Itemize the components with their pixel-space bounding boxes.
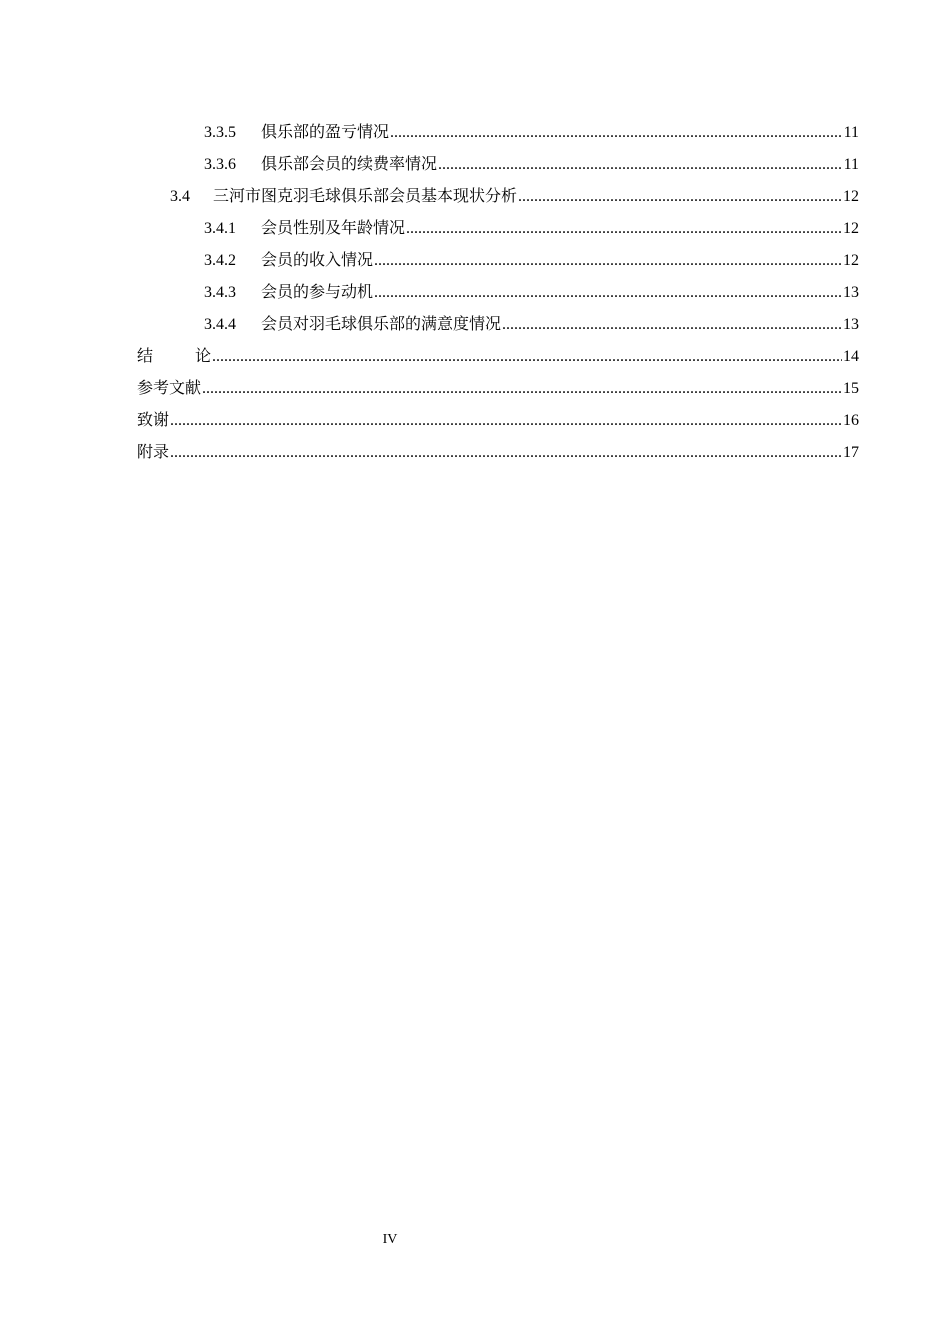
toc-leader-dots (406, 217, 842, 241)
toc-entry-page: 12 (843, 188, 859, 205)
toc-leader-dots (212, 345, 842, 369)
toc-entry[interactable] (204, 312, 859, 336)
toc-entry-references[interactable] (137, 376, 859, 400)
toc-entry-page: 12 (843, 220, 859, 237)
toc-leader-dots (374, 281, 842, 305)
toc-leader-dots (518, 185, 842, 209)
toc-entry[interactable] (170, 184, 859, 208)
toc-entry-number: 3.4.3 (204, 284, 236, 301)
toc-entry-title: 三河市图克羽毛球俱乐部会员基本现状分析 (213, 186, 518, 205)
toc-entry-page: 13 (843, 316, 859, 333)
toc-entry-number: 3.4.1 (204, 220, 236, 237)
toc-entry-page: 17 (843, 444, 859, 461)
page-footer-number: IV (382, 1232, 398, 1247)
toc-entry[interactable] (204, 280, 859, 304)
toc-entry-number: 3.4.4 (204, 316, 236, 333)
toc-entry-conclusion[interactable] (137, 344, 859, 368)
toc-entry-title: 结论 (137, 346, 254, 365)
toc-entry-page: 13 (843, 284, 859, 301)
toc-entry-page: 14 (843, 348, 859, 365)
toc-entry-page: 15 (843, 380, 859, 397)
toc-entry[interactable] (204, 152, 859, 176)
toc-leader-dots (438, 153, 843, 177)
toc-leader-dots (170, 409, 842, 433)
toc-entry[interactable] (204, 216, 859, 240)
toc-entry-title: 俱乐部会员的续费率情况 (261, 154, 438, 173)
toc-entry-title: 会员的参与动机 (261, 282, 374, 301)
toc-entry[interactable] (204, 120, 859, 144)
toc-entry-title: 附录 (137, 442, 170, 461)
toc-entry-number: 3.4.2 (204, 252, 236, 269)
toc-leader-dots (502, 313, 842, 337)
toc-entry-number: 3.4 (170, 188, 190, 205)
toc-entry-title: 俱乐部的盈亏情况 (261, 122, 390, 141)
toc-leader-dots (374, 249, 842, 273)
toc-entry-title: 参考文献 (137, 378, 202, 397)
toc-leader-dots (170, 441, 842, 465)
toc-entry-title: 会员性别及年龄情况 (261, 218, 406, 237)
toc-entry-number: 3.3.6 (204, 156, 236, 173)
toc-entry-title: 会员对羽毛球俱乐部的满意度情况 (261, 314, 502, 333)
toc-entry-number: 3.3.5 (204, 124, 236, 141)
toc-leader-dots (202, 377, 842, 401)
toc-entry-page: 11 (843, 124, 859, 141)
toc-entry-page: 11 (843, 156, 859, 173)
toc-entry[interactable] (204, 248, 859, 272)
toc-entry-title: 致谢 (137, 410, 170, 429)
toc-leader-dots (390, 121, 843, 145)
toc-entry-appendix[interactable] (137, 440, 859, 464)
toc-entry-acknowledgements[interactable] (137, 408, 859, 432)
toc-entry-page: 12 (843, 252, 859, 269)
toc-entry-page: 16 (843, 412, 859, 429)
toc-entry-title: 会员的收入情况 (261, 250, 374, 269)
